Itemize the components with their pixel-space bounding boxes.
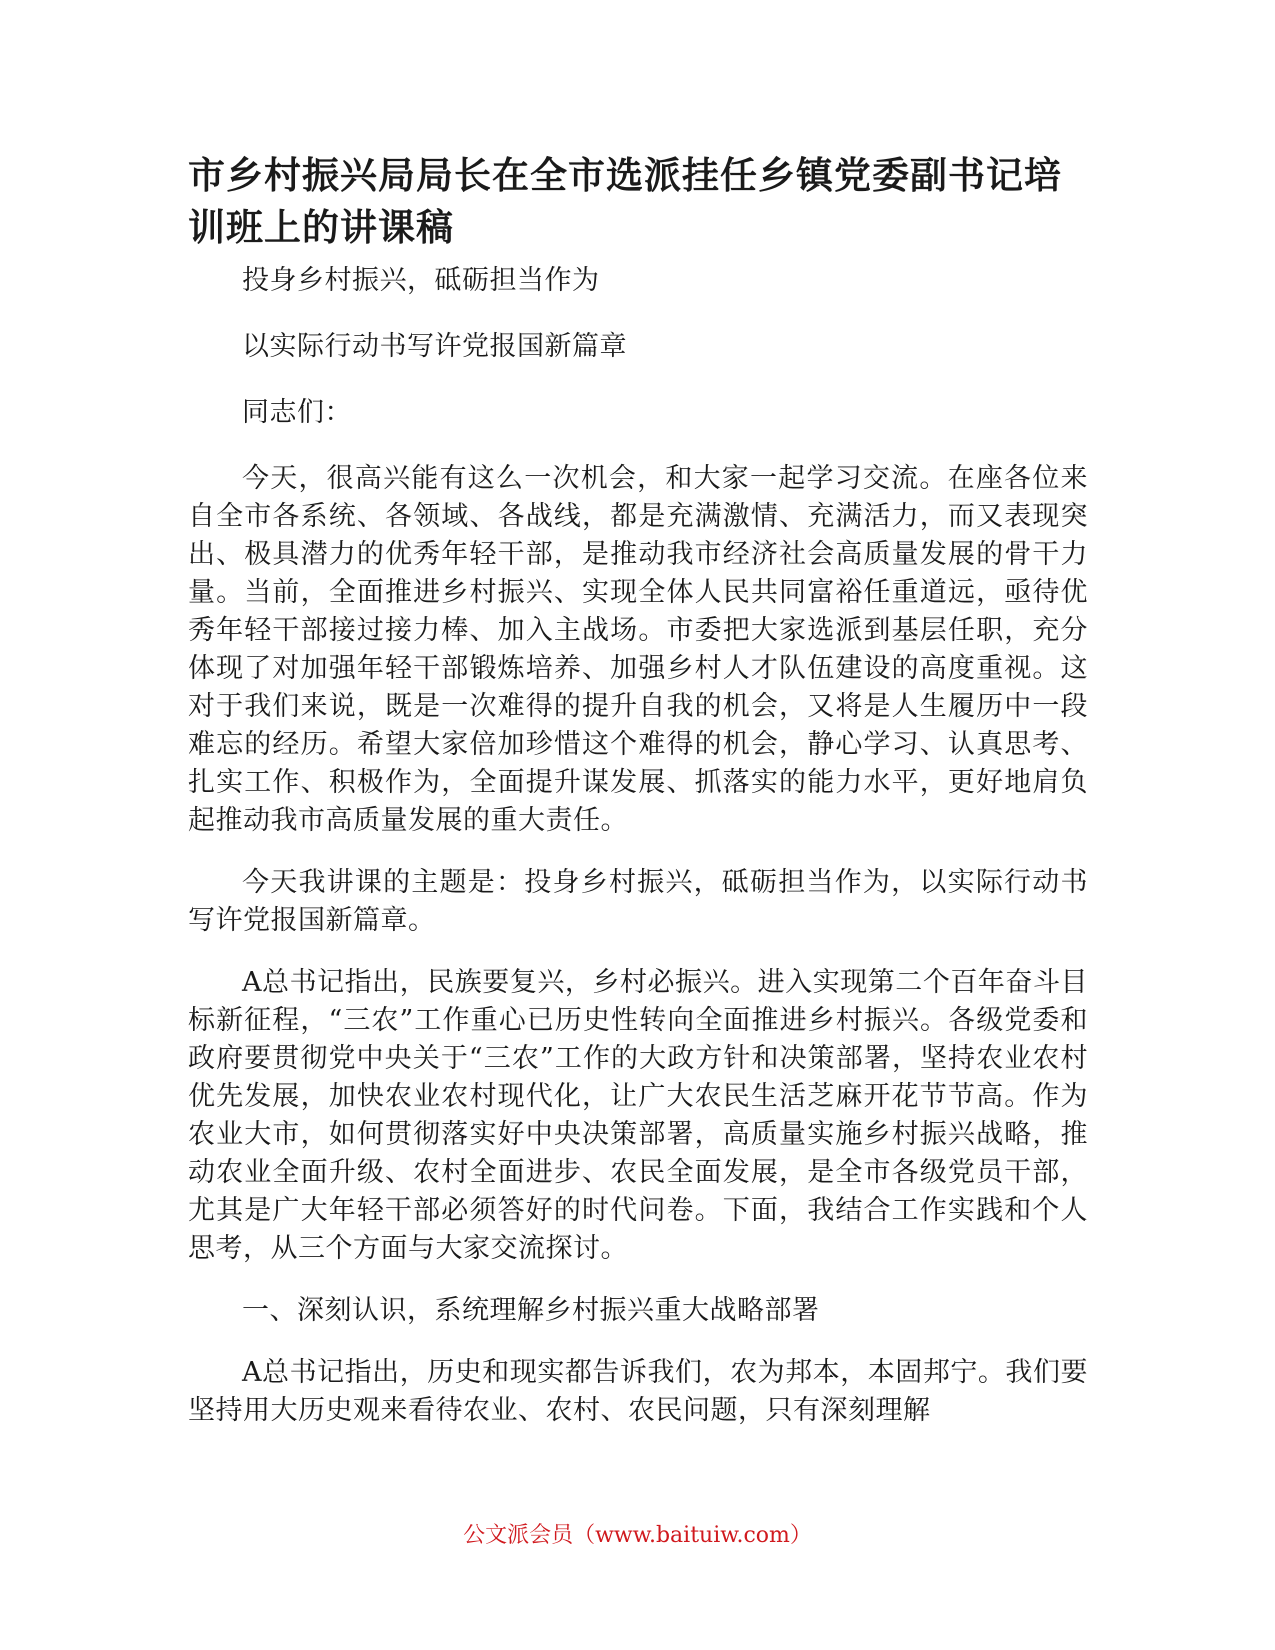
subtitle-line-1: 投身乡村振兴，砥砺担当作为 bbox=[242, 265, 600, 296]
document-body bbox=[188, 150, 1088, 1454]
paragraph-section-1-start: A总书记指出，历史和现实都告诉我们，农为邦本，本固邦宁。我们要坚持用大历史观来看待农业、农村、农民问题，只有深刻理解 bbox=[188, 1357, 1088, 1426]
section-heading-1: 一、深刻认识，系统理解乡村振兴重大战略部署 bbox=[242, 1295, 820, 1326]
subtitle-line-2: 以实际行动书写许党报国新篇章 bbox=[242, 331, 627, 362]
paragraph-theme: 今天我讲课的主题是：投身乡村振兴，砥砺担当作为，以实际行动书写许党报国新篇章。 bbox=[188, 867, 1088, 936]
document-title: 市乡村振兴局局长在全市选派挂任乡镇党委副书记培训班上的讲课稿 bbox=[188, 154, 1062, 249]
paragraph-opening: 今天，很高兴能有这么一次机会，和大家一起学习交流。在座各位来自全市各系统、各领域、各战线，都是充满激情、充满活力，而又表现突出、极具潜力的优秀年轻干部，是推动我市经济社会高质量发展的骨干力量。当前，全面推进乡村振兴、实现全体人民共同富裕任重道远，亟待优秀年轻干部接过接力棒、加入主战场。市委把大家选派到基层任职，充分体现了对加强年轻干部锻炼培养、加强乡村人才队伍建设的高度重视。这对于我们来说，既是一次难得的提升自我的机会，又将是人生履历中一段难忘的经历。希望大家倍加珍惜这个难得的机会，静心学习、认真思考、扎实工作、积极作为，全面提升谋发展、抓落实的能力水平，更好地肩负起推动我市高质量发展的重大责任。 bbox=[188, 463, 1088, 836]
footer-watermark-text: 公文派会员（www.baituiw.com） bbox=[463, 1523, 812, 1548]
salutation: 同志们： bbox=[242, 397, 352, 428]
paragraph-background: A总书记指出，民族要复兴，乡村必振兴。进入实现第二个百年奋斗目标新征程，“三农”工作重心已历史性转向全面推进乡村振兴。各级党委和政府要贯彻党中央关于“三农”工作的大政方针和决策部署，坚持农业农村优先发展，加快农业农村现代化，让广大农民生活芝麻开花节节高。作为农业大市，如何贯彻落实好中央决策部署，高质量实施乡村振兴战略，推动农业全面升级、农村全面进步、农民全面发展，是全市各级党员干部，尤其是广大年轻干部必须答好的时代问卷。下面，我结合工作实践和个人思考，从三个方面与大家交流探讨。 bbox=[188, 967, 1088, 1264]
